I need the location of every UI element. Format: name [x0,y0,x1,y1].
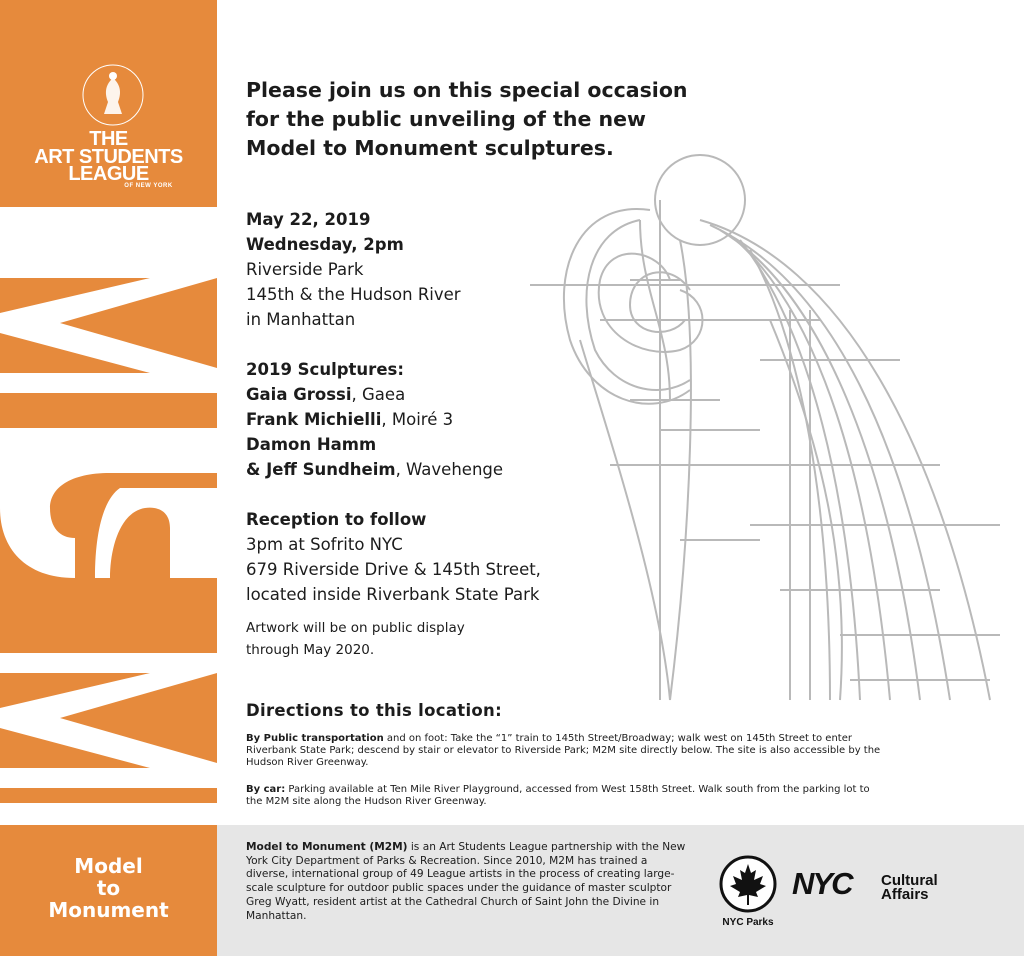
maple-leaf-icon [719,855,777,913]
directions-public-label: By Public transportation [246,733,384,744]
cultural-affairs-line2: Affairs [881,886,929,903]
sculpture-item [246,382,541,407]
sculpture-work: , Wavehenge [395,460,504,479]
sculpture-artist: & Jeff Sundheim [246,460,396,479]
org-name-line2: ART STUDENTS [34,146,183,168]
cultural-affairs-line1: Cultural [881,872,938,889]
footer-title-line2: to [96,876,121,900]
sculpture-artist: Damon Hamm [246,435,377,454]
headline-line2: for the public unveiling of the new [246,107,646,131]
sculptures-heading: 2019 Sculptures: [246,360,404,379]
about-m2m [246,841,686,923]
org-name-line1: THE [89,128,128,150]
footer-title-line1: Model [74,854,143,878]
org-name-line4: OF NEW YORK [124,183,173,189]
event-location-line1: Riverside Park [246,260,364,279]
reception-line3: located inside Riverbank State Park [246,585,540,604]
directions-car [246,784,886,808]
headline-line1: Please join us on this special occasion [246,78,688,102]
event-date: May 22, 2019 [246,210,371,229]
artwork-display-note [246,617,465,661]
event-time: Wednesday, 2pm [246,235,404,254]
reception-line2: 679 Riverside Drive & 145th Street, [246,560,541,579]
m2m-logo-letters [0,258,217,803]
sculpture-artist: Frank Michielli [246,410,382,429]
directions-heading: Directions to this location: [246,701,503,720]
about-text: is an Art Students League partnership with the New York City Department of Parks & Recreation. Since 2010, M2M has trained a diverse, international group of 49 League artists in the process of creating large-scale sculpture for outdoor public spaces under the guidance of master sculptor Greg Wyatt, resident artist at the Cathedral Church of Saint John the Divine in Manhattan. [246,841,686,922]
directions-public [246,733,886,769]
sculpture-line-drawing [520,140,1024,720]
league-seal-icon [80,62,146,128]
footer-title-line3: Monument [48,898,169,922]
sculpture-work: , Moiré 3 [381,410,454,429]
sculpture-item [246,432,541,457]
invitation-headline [246,76,766,163]
event-location-line3: in Manhattan [246,310,356,329]
sculpture-item [246,407,541,432]
footer-title [0,855,217,921]
directions-public-text: and on foot: Take the “1” train to 145th Street/Broadway; walk west on 145th Street to enter Riverbank State Park; descend by stair or elevator to Riverside Park; M2M site directly below. The site is also accessible by the Hudson River Greenway. [246,733,881,768]
reception-heading: Reception to follow [246,510,427,529]
sculpture-item [246,457,541,482]
org-name-line3: LEAGUE [68,163,149,185]
sculpture-artist: Gaia Grossi [246,385,352,404]
directions-car-label: By car: [246,784,286,795]
nyc-logo: NYC [792,866,852,901]
headline-line3: Model to Monument sculptures. [246,136,614,160]
about-label: Model to Monument (M2M) [246,841,408,853]
directions-car-text: Parking available at Ten Mile River Playground, accessed from West 158th Street. Walk south from the parking lot to the M2M site along the Hudson River Greenway. [246,784,870,807]
sculpture-work: , Gaea [351,385,406,404]
artwork-display-line2: through May 2020. [246,642,375,658]
nyc-parks-label: NYC Parks [722,917,774,928]
reception-line1: 3pm at Sofrito NYC [246,535,403,554]
artwork-display-line1: Artwork will be on public display [246,620,465,636]
event-details [246,207,541,607]
event-location-line2: 145th & the Hudson River [246,285,461,304]
